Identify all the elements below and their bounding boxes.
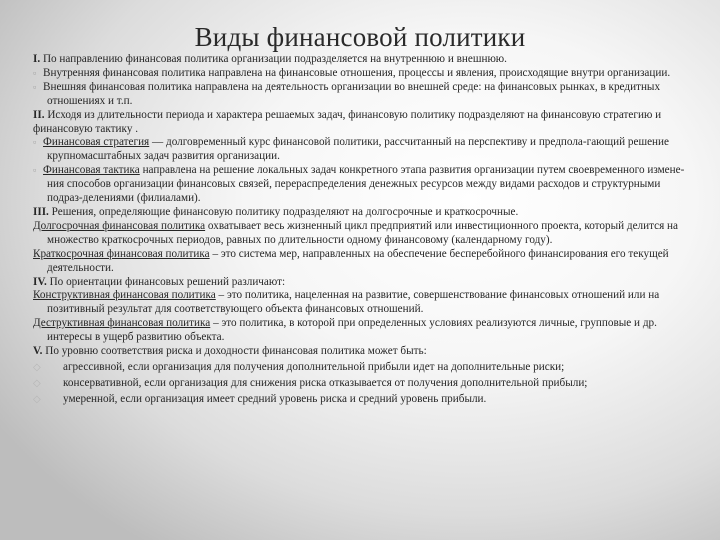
diamond-bullet-icon: ◇ [33, 393, 41, 405]
list-item [33, 393, 698, 407]
term-definition: – это политика, в которой при определенных условиях реализуются личные, групповые и др. интересы в ущерб развитию объекта. [47, 317, 657, 344]
list-item [33, 317, 698, 345]
section-2-heading [33, 109, 698, 137]
list-item [33, 81, 698, 109]
list-item [33, 164, 698, 206]
section-5-heading [33, 345, 698, 359]
list-item [33, 377, 698, 391]
term: Финансовая стратегия [43, 136, 150, 149]
term: Долгосрочная финансовая политика [33, 219, 206, 232]
term: Деструктивная финансовая политика [33, 317, 211, 330]
document-body [33, 53, 698, 407]
list-item-text: консервативной, если организация для снижения риска отказывается от получения дополнительной прибыли; [63, 376, 588, 389]
section-number: V. [33, 345, 43, 358]
list-item [33, 248, 698, 276]
section-text: По направлению финансовая политика организации подразделяется на внутреннюю и внешнюю. [40, 53, 507, 65]
term: Краткосрочная финансовая политика [33, 247, 210, 260]
section-number: IV. [33, 275, 47, 288]
section-4-heading [33, 276, 698, 290]
small-square-bullet-icon: ▫ [33, 81, 37, 92]
page-title: Виды финансовой политики [194, 22, 526, 52]
list-item [33, 67, 698, 81]
term: Финансовая тактика [43, 164, 140, 177]
diamond-bullet-icon: ◇ [33, 361, 41, 373]
list-item-text: агрессивной, если организация для получения дополнительной прибыли идет на дополнительные риски; [63, 360, 565, 373]
small-square-bullet-icon: ▫ [33, 165, 37, 176]
term-definition: охватывает весь жизненный цикл предприятий или инвестиционного проекта, который делится на множество краткосрочных периодов, равных по длительности одному финансовому (календарному году). [47, 219, 679, 246]
diamond-bullet-icon: ◇ [33, 377, 41, 389]
term-definition: – это политика, нацеленная на развитие, совершенствование финансовых отношений или на позитивный результат для соответствующего объекта финансовых отношений. [47, 289, 660, 316]
list-item [33, 289, 698, 317]
section-text: Исходя из длительности периода и характера решаемых задач, финансовую политику подразделяют на финансовую стратегию и финансовую тактику . [33, 108, 662, 135]
section-1-heading [33, 53, 698, 67]
list-item-text: Внутренняя финансовая политика направлена на финансовые отношения, процессы и явления, происходящие внутри организации. [43, 66, 671, 79]
section-number: I. [33, 53, 41, 65]
list-item-text: умеренной, если организация имеет средний уровень риска и средний уровень прибыли. [63, 392, 487, 405]
small-square-bullet-icon: ▫ [33, 137, 37, 148]
term-definition: — долговременный курс финансовой политики, рассчитанный на перспективу и предпола-гающий решение крупномасштабных задач развития организации. [47, 136, 669, 163]
term-definition: направлена на решение локальных задач конкретного этапа развития организации путем своевременного измене-ния способов организации финансовых связей, перераспределения денежных ресурсов между видами расходов и структурными подраз-делениями (филиалами). [47, 164, 685, 205]
section-number: II. [33, 108, 45, 121]
section-3-heading [33, 206, 698, 220]
section-text: По уровню соответствия риска и доходности финансовая политика может быть: [42, 345, 427, 358]
section-text: По ориентации финансовых решений различают: [46, 275, 286, 288]
section-text: Решения, определяющие финансовую политику подразделяют на долгосрочные и краткосрочные. [48, 205, 519, 218]
section-number: III. [33, 205, 49, 218]
term: Конструктивная финансовая политика [33, 289, 216, 302]
small-square-bullet-icon: ▫ [33, 67, 37, 78]
list-item [33, 136, 698, 164]
list-item [33, 220, 698, 248]
list-item-text: Внешняя финансовая политика направлена на деятельность организации во внешней среде: на финансовых рынках, в кредитных отношениях и т.п. [43, 80, 661, 107]
term-definition: – это система мер, направленных на обеспечение бесперебойного финансирования его текущей деятельности. [47, 247, 669, 274]
list-item [33, 361, 698, 375]
